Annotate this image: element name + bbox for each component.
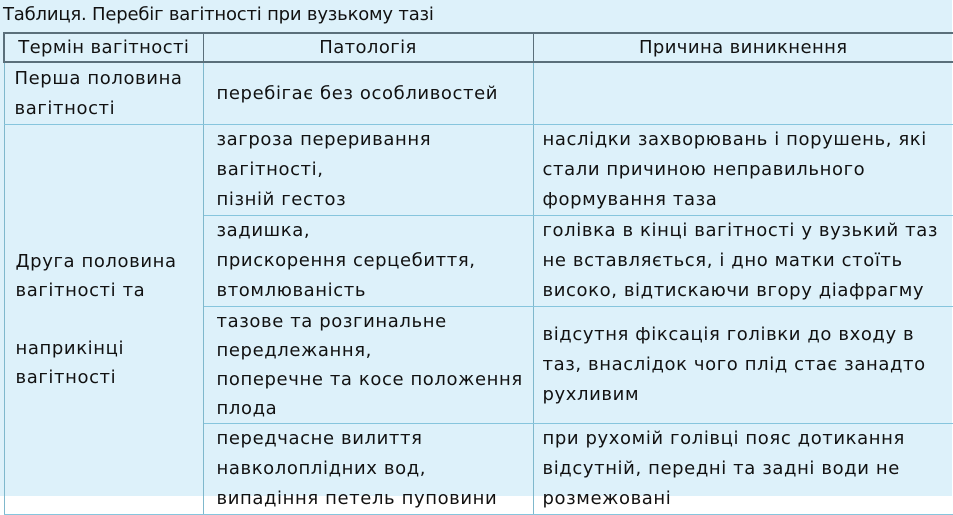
pathology-line: вагітності,	[216, 159, 324, 180]
term-line: вагітності	[14, 97, 116, 119]
cause-cell	[533, 307, 953, 424]
cause-line: розмежовані	[542, 488, 672, 509]
pathology-line: тазове та розгинальне	[216, 311, 447, 332]
pathology-line: навколоплідних вод,	[216, 458, 427, 479]
term-line: Друга половина	[15, 251, 177, 272]
pathology-line: втомлюваність	[216, 280, 367, 301]
cause-line: таз, внаслідок чого плід стає занадто	[542, 354, 926, 375]
table-header-row	[4, 33, 953, 62]
pathology-line: прискорення серцебиття,	[216, 250, 476, 271]
pathology-line: передлежання,	[216, 340, 373, 361]
pathology-line: задишка,	[216, 220, 311, 241]
cause-line: не вставляється, і дно матки стоїть	[542, 250, 903, 271]
cause-line: голівка в кінці вагітності у вузький таз	[542, 220, 939, 241]
cause-cell	[533, 125, 953, 216]
header-cause: Причина виникнення	[533, 33, 953, 62]
cause-cell	[533, 216, 953, 307]
cause-line: стали причиною неправильного	[542, 159, 866, 180]
cause-line: відсутній, передні та задні води не	[542, 458, 900, 479]
term-line: наприкінці	[15, 338, 125, 359]
pathology-cell	[203, 307, 533, 424]
pregnancy-course-table	[3, 32, 953, 515]
pathology-line: поперечне та косе положення	[216, 369, 523, 390]
pathology-line: перебігає без особливостей	[216, 82, 499, 104]
pathology-line: пізній гестоз	[216, 189, 347, 210]
pathology-cell	[203, 424, 533, 515]
pathology-cell	[203, 62, 533, 125]
cause-line: наслідки захворювань і порушень, які	[542, 129, 927, 150]
pathology-line: загроза переривання	[216, 129, 432, 150]
header-term: Термін вагітності	[4, 33, 203, 62]
pathology-cell	[203, 216, 533, 307]
cause-line: високо, відтискаючи вгору діафрагму	[542, 280, 925, 301]
cause-line: при рухомій голівці пояс дотикання	[542, 428, 905, 449]
cause-line: відсутня фіксація голівки до входу в	[542, 324, 915, 345]
table-caption: Таблиця. Перебіг вагітності при вузькому тазі	[3, 4, 434, 25]
term-second-half	[4, 125, 203, 515]
pathology-line: плода	[216, 398, 278, 419]
header-pathology: Патологія	[203, 33, 533, 62]
term-spacer	[16, 305, 197, 334]
term-line: вагітності та	[15, 280, 146, 301]
term-line: вагітності	[15, 367, 117, 388]
table-row	[4, 62, 953, 125]
term-line: Перша половина	[14, 67, 183, 89]
cause-line: формування таза	[542, 189, 718, 210]
cause-cell	[533, 62, 953, 125]
pathology-line: випадіння петель пуповини	[216, 488, 498, 509]
cause-cell	[533, 424, 953, 515]
table-row	[4, 125, 953, 216]
term-first-half	[4, 62, 203, 125]
pathology-line: передчасне вилиття	[216, 428, 423, 449]
cause-line: рухливим	[542, 384, 640, 405]
pathology-cell	[203, 125, 533, 216]
